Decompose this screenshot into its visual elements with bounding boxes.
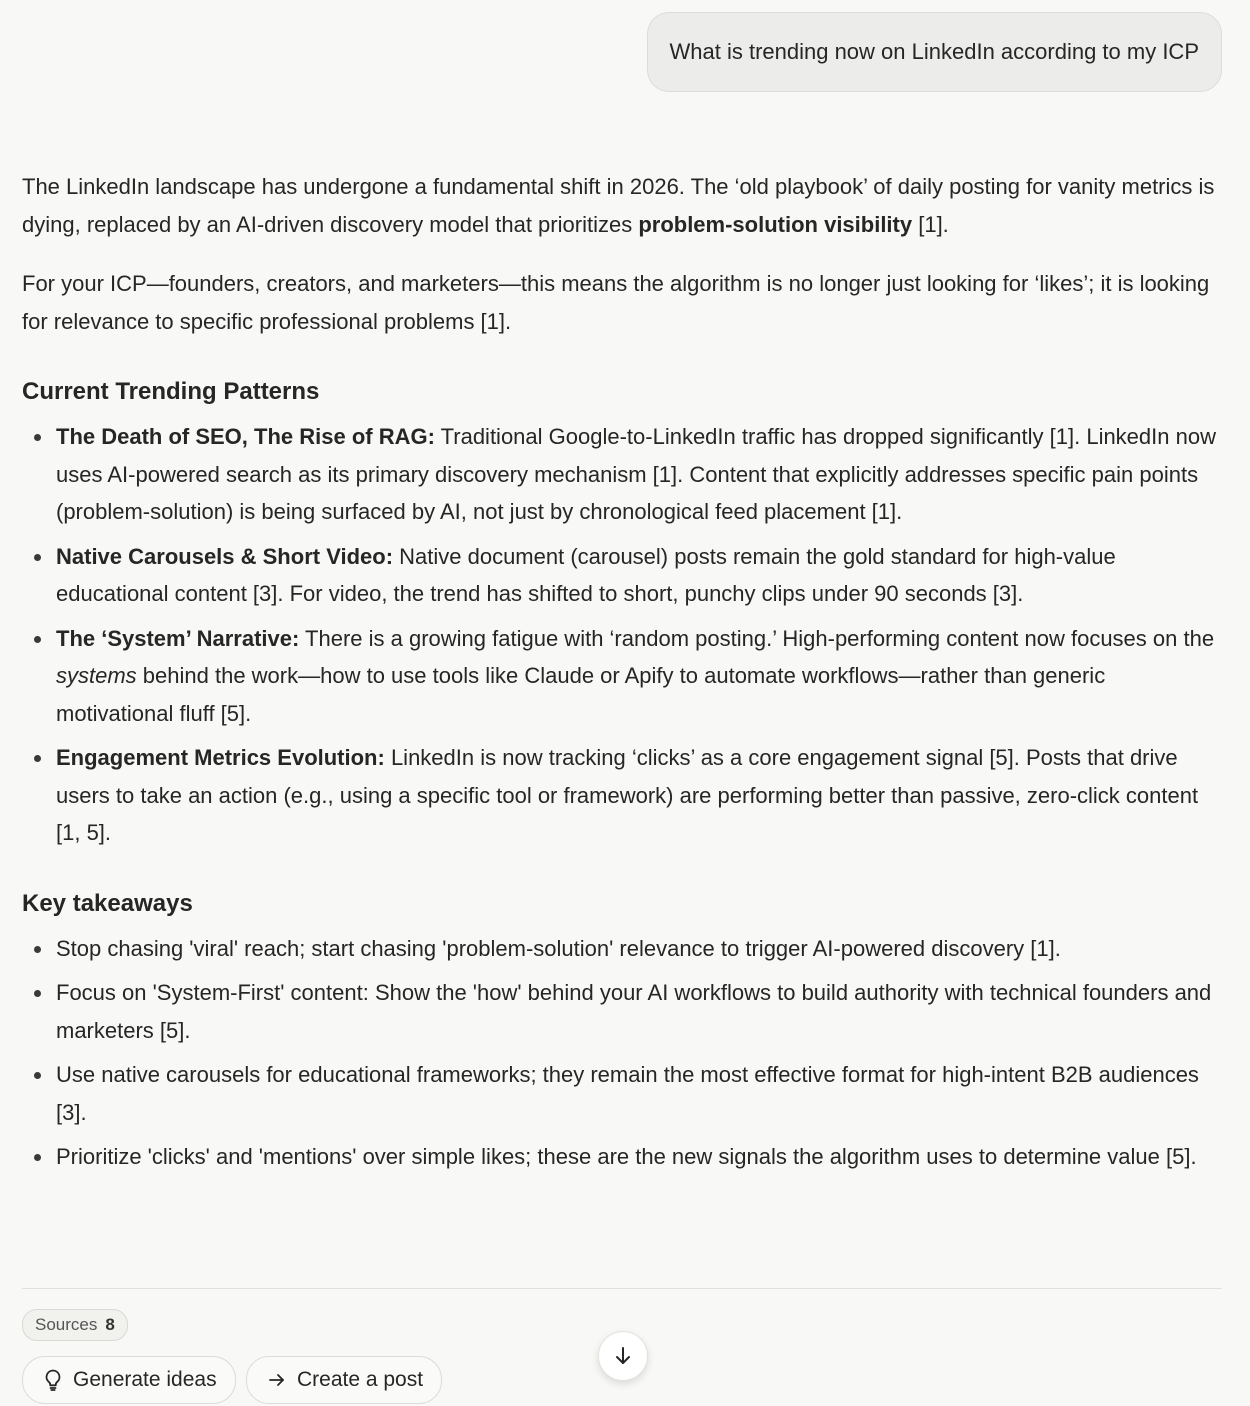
- sources-count: 8: [105, 1315, 115, 1334]
- list-item: [22, 620, 1220, 733]
- intro-paragraph-2: For your ICP—founders, creators, and marketers—this means the algorithm is no longer just looking for ‘likes’; it is looking for relevance to specific professional problems [1].: [22, 271, 1210, 334]
- sources-button[interactable]: [22, 1309, 128, 1341]
- item-text: There is a growing fatigue with ‘random posting.’ High-performing content now focuses on the: [299, 625, 1215, 651]
- takeaways-heading: Key takeaways: [22, 889, 193, 917]
- trending-list: [22, 418, 1220, 852]
- list-item: [22, 538, 1220, 613]
- assistant-response: [22, 168, 1220, 1183]
- item-text: behind the work—how to use tools like Claude or Apify to automate workflows—rather than generic motivational fluff [5].: [56, 663, 1106, 726]
- item-title: The ‘System’ Narrative:: [56, 625, 300, 651]
- lightbulb-icon: [43, 1369, 63, 1391]
- user-message-bubble: [647, 12, 1223, 92]
- item-text: LinkedIn is now tracking ‘clicks’ as a core engagement signal [5]. Posts that drive users to take an action (e.g., using a specific tool or framework) are performing better than passive, zero-click content [1, 5].: [56, 745, 1199, 845]
- divider: [22, 1288, 1222, 1289]
- trending-heading: Current Trending Patterns: [22, 378, 320, 405]
- create-post-button[interactable]: [246, 1356, 442, 1404]
- list-item: Stop chasing 'viral' reach; start chasing 'problem-solution' relevance to trigger AI-powered discovery [1].: [22, 930, 1220, 968]
- item-title: The Death of SEO, The Rise of RAG:: [56, 424, 435, 449]
- arrow-right-icon: [267, 1370, 287, 1390]
- sources-label: Sources: [35, 1315, 98, 1334]
- list-item: [22, 739, 1220, 852]
- item-title: Native Carousels & Short Video:: [56, 543, 394, 569]
- list-item: Focus on 'System-First' content: Show the 'how' behind your AI workflows to build authority with technical founders and marketers [5].: [22, 974, 1220, 1049]
- takeaways-list: [22, 930, 1220, 1176]
- list-item: Use native carousels for educational frameworks; they remain the most effective format for high-intent B2B audiences [3].: [22, 1056, 1220, 1131]
- scroll-to-bottom-button[interactable]: [598, 1331, 648, 1381]
- intro-bold-phrase: problem-solution visibility: [638, 211, 913, 237]
- list-item: [22, 418, 1220, 531]
- user-message-text: What is trending now on LinkedIn according to my ICP: [669, 39, 1199, 64]
- item-emphasis: systems: [56, 663, 137, 688]
- intro-text: The LinkedIn landscape has undergone a fundamental shift in 2026. The ‘old playbook’ of daily posting for vanity metrics is dying, replaced by an AI-driven discovery model that prioritizes: [22, 174, 1215, 237]
- intro-paragraph-1: [22, 168, 1220, 243]
- create-post-label: Create a post: [297, 1368, 424, 1391]
- list-item: Prioritize 'clicks' and 'mentions' over simple likes; these are the new signals the algorithm uses to determine value [5].: [22, 1138, 1220, 1176]
- item-text: Traditional Google-to-LinkedIn traffic has dropped significantly [1]. LinkedIn now uses AI-powered search as its primary discovery mechanism [1]. Content that explicitly addresses specific pain points (problem-solution) is being surfaced by AI, not just by chronological feed placement [1].: [56, 424, 1216, 524]
- intro-citation: [1].: [912, 211, 949, 237]
- item-title: Engagement Metrics Evolution:: [56, 745, 385, 770]
- item-text: Native document (carousel) posts remain the gold standard for high-value educational content [3]. For video, the trend has shifted to short, punchy clips under 90 seconds [3].: [56, 543, 1116, 606]
- arrow-down-icon: [612, 1345, 634, 1367]
- generate-ideas-button[interactable]: [22, 1356, 236, 1404]
- generate-ideas-label: Generate ideas: [73, 1368, 217, 1391]
